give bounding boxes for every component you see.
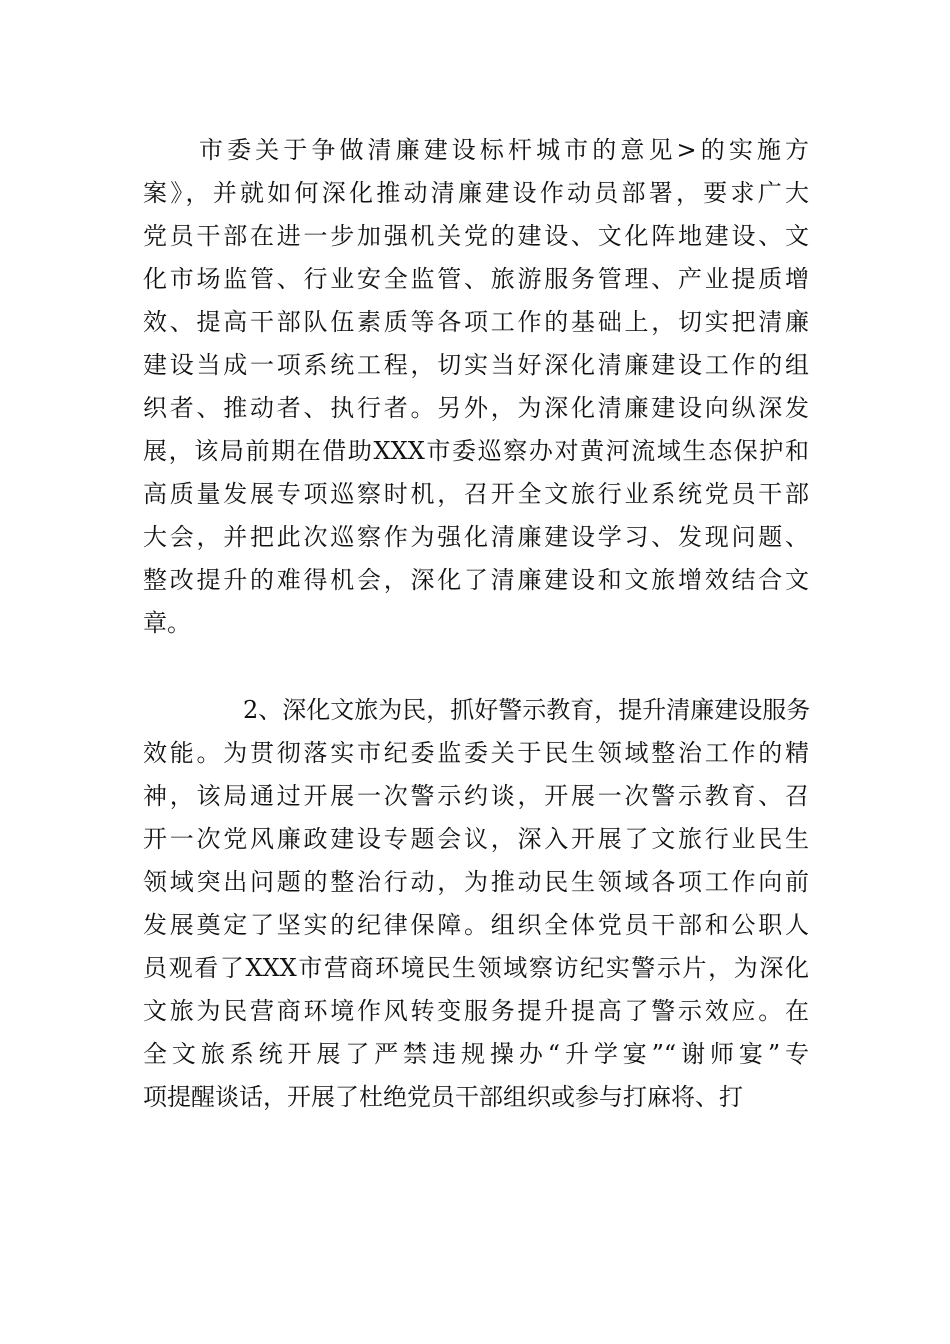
text-line: 开一次党风廉政建设专题会议，深入开展了文旅行业民生 — [143, 825, 809, 853]
text-line: 全文旅系统开展了严禁违规操办“升学宴”“谢师宴”专 — [143, 1040, 809, 1068]
text-line: 领域突出问题的整治行动，为推动民生领域各项工作向前 — [143, 868, 809, 896]
text-line: 化市场监管、行业安全监管、旅游服务管理、产业提质增 — [143, 265, 809, 293]
text-line: 2、深化文旅为民，抓好警示教育，提升清廉建设服务 — [243, 696, 811, 724]
text-line: 章。 — [143, 609, 191, 637]
text-line: 展，该局前期在借助XXX市委巡察办对黄河流域生态保护和 — [143, 437, 809, 465]
text-line: 员观看了XXX市营商环境民生领域察访纪实警示片，为深化 — [143, 954, 809, 982]
text-line: 建设当成一项系统工程，切实当好深化清廉建设工作的组 — [143, 351, 809, 379]
text-line: 高质量发展专项巡察时机，召开全文旅行业系统党员干部 — [143, 480, 809, 508]
text-line: 文旅为民营商环境作风转变服务提升提高了警示效应。在 — [143, 997, 809, 1025]
text-line: 大会，并把此次巡察作为强化清廉建设学习、发现问题、 — [143, 523, 809, 551]
text-line: 整改提升的难得机会，深化了清廉建设和文旅增效结合文 — [143, 566, 809, 594]
text-line: 织者、推动者、执行者。另外，为深化清廉建设向纵深发 — [143, 394, 809, 422]
text-line: 效、提高干部队伍素质等各项工作的基础上，切实把清廉 — [143, 308, 809, 336]
text-line: 项提醒谈话，开展了杜绝党员干部组织或参与打麻将、打 — [143, 1083, 743, 1111]
text-line: 效能。为贯彻落实市纪委监委关于民生领域整治工作的精 — [143, 739, 809, 767]
text-line: 发展奠定了坚实的纪律保障。组织全体党员干部和公职人 — [143, 911, 809, 939]
text-line: 神，该局通过开展一次警示约谈，开展一次警示教育、召 — [143, 782, 809, 810]
text-line: 党员干部在进一步加强机关党的建设、文化阵地建设、文 — [143, 222, 809, 250]
text-line: 市委关于争做清廉建设标杆城市的意见>的实施方 — [199, 136, 809, 164]
text-line: 案》，并就如何深化推动清廉建设作动员部署，要求广大 — [143, 179, 809, 207]
